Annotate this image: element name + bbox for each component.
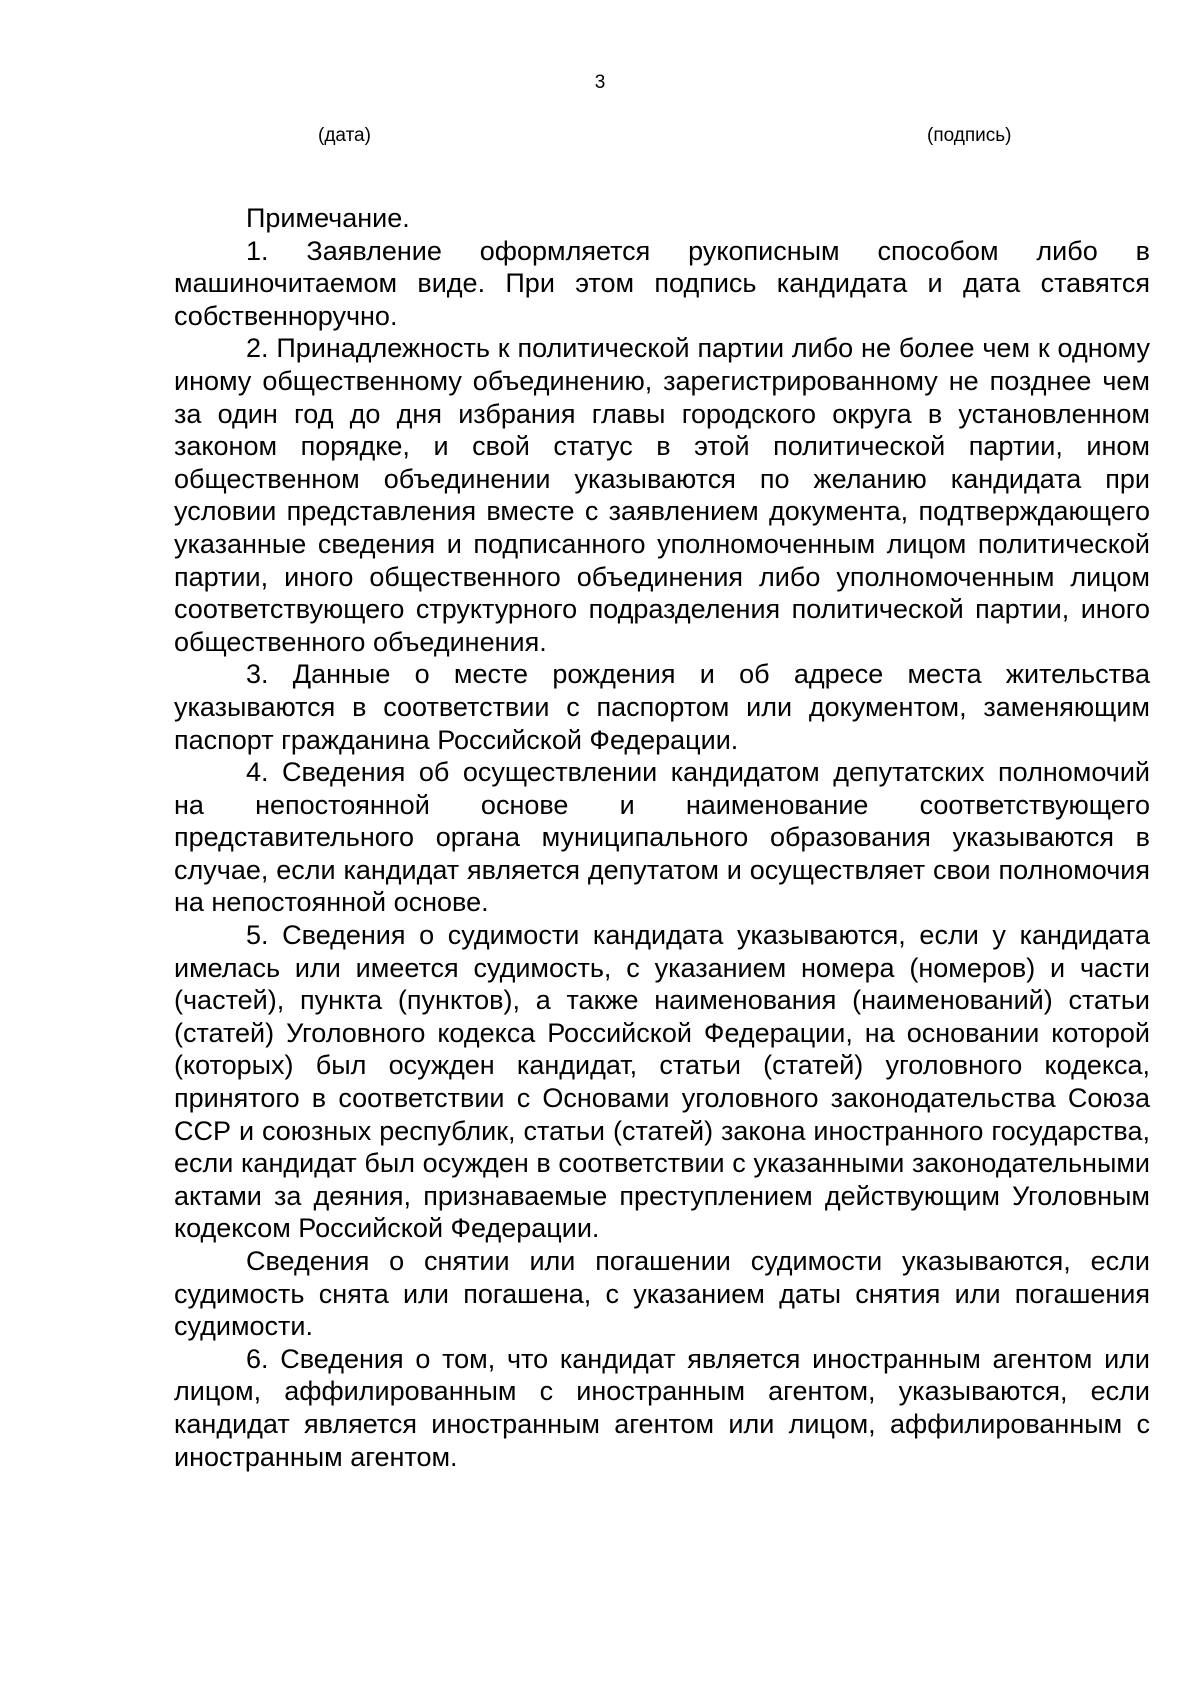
page-number: 3 xyxy=(594,72,606,93)
date-caption: (дата) xyxy=(318,125,371,146)
note-heading: Примечание. xyxy=(246,203,410,233)
note-section xyxy=(174,202,1150,1473)
note-item-3: 3. Данные о месте рождения и об адресе места жительства указываются в соответствии с паспортом или документом, заменяющим паспорт гражданина Российской Федерации. xyxy=(174,659,1150,755)
note-item-5-continuation: Сведения о снятии или погашении судимости указываются, если судимость снята или погашена, с указанием даты снятия или погашения судимости. xyxy=(174,1246,1150,1342)
note-item-2: 2. Принадлежность к политической партии либо не более чем к одному иному общественному объединению, зарегистрированному не позднее чем за один год до дня избрания главы городского округа в установленном законом порядке, и свой статус в этой политической партии, ином общественном объединении указываются по желанию кандидата при условии представления вместе с заявлением документа, подтверждающего указанные сведения и подписанного уполномоченным лицом политической партии, иного общественного объединения либо уполномоченным лицом соответствующего структурного подразделения политической партии, иного общественного объединения. xyxy=(174,333,1150,657)
note-item-1: 1. Заявление оформляется рукописным способом либо в машиночитаемом виде. При этом подпись кандидата и дата ставятся собственноручно. xyxy=(174,235,1150,331)
note-item-6: 6. Сведения о том, что кандидат является иностранным агентом или лицом, аффилированным с иностранным агентом, указываются, если кандидат является иностранным агентом или лицом, аффилированным с иностранным агентом. xyxy=(174,1343,1150,1472)
signature-caption: (подпись) xyxy=(927,125,1012,146)
note-item-5: 5. Сведения о судимости кандидата указываются, если у кандидата имелась или имеется судимость, с указанием номера (номеров) и части (частей), пункта (пунктов), а также наименования (наименований) статьи (статей) Уголовного кодекса Российской Федерации, на основании которой (которых) был осужден кандидат, статьи (статей) уголовного кодекса, принятого в соответствии с Основами уголовного законодательства Союза ССР и союзных республик, статьи (статей) закона иностранного государства, если кандидат был осужден в соответствии с указанными законодательными актами за деяния, признаваемые преступлением действующим Уголовным кодексом Российской Федерации. xyxy=(174,920,1150,1244)
note-item-4: 4. Сведения об осуществлении кандидатом депутатских полномочий на непостоянной основе и наименование соответствующего представительного органа муниципального образования указываются в случае, если кандидат является депутатом и осуществляет свои полномочия на непостоянной основе. xyxy=(174,757,1150,918)
